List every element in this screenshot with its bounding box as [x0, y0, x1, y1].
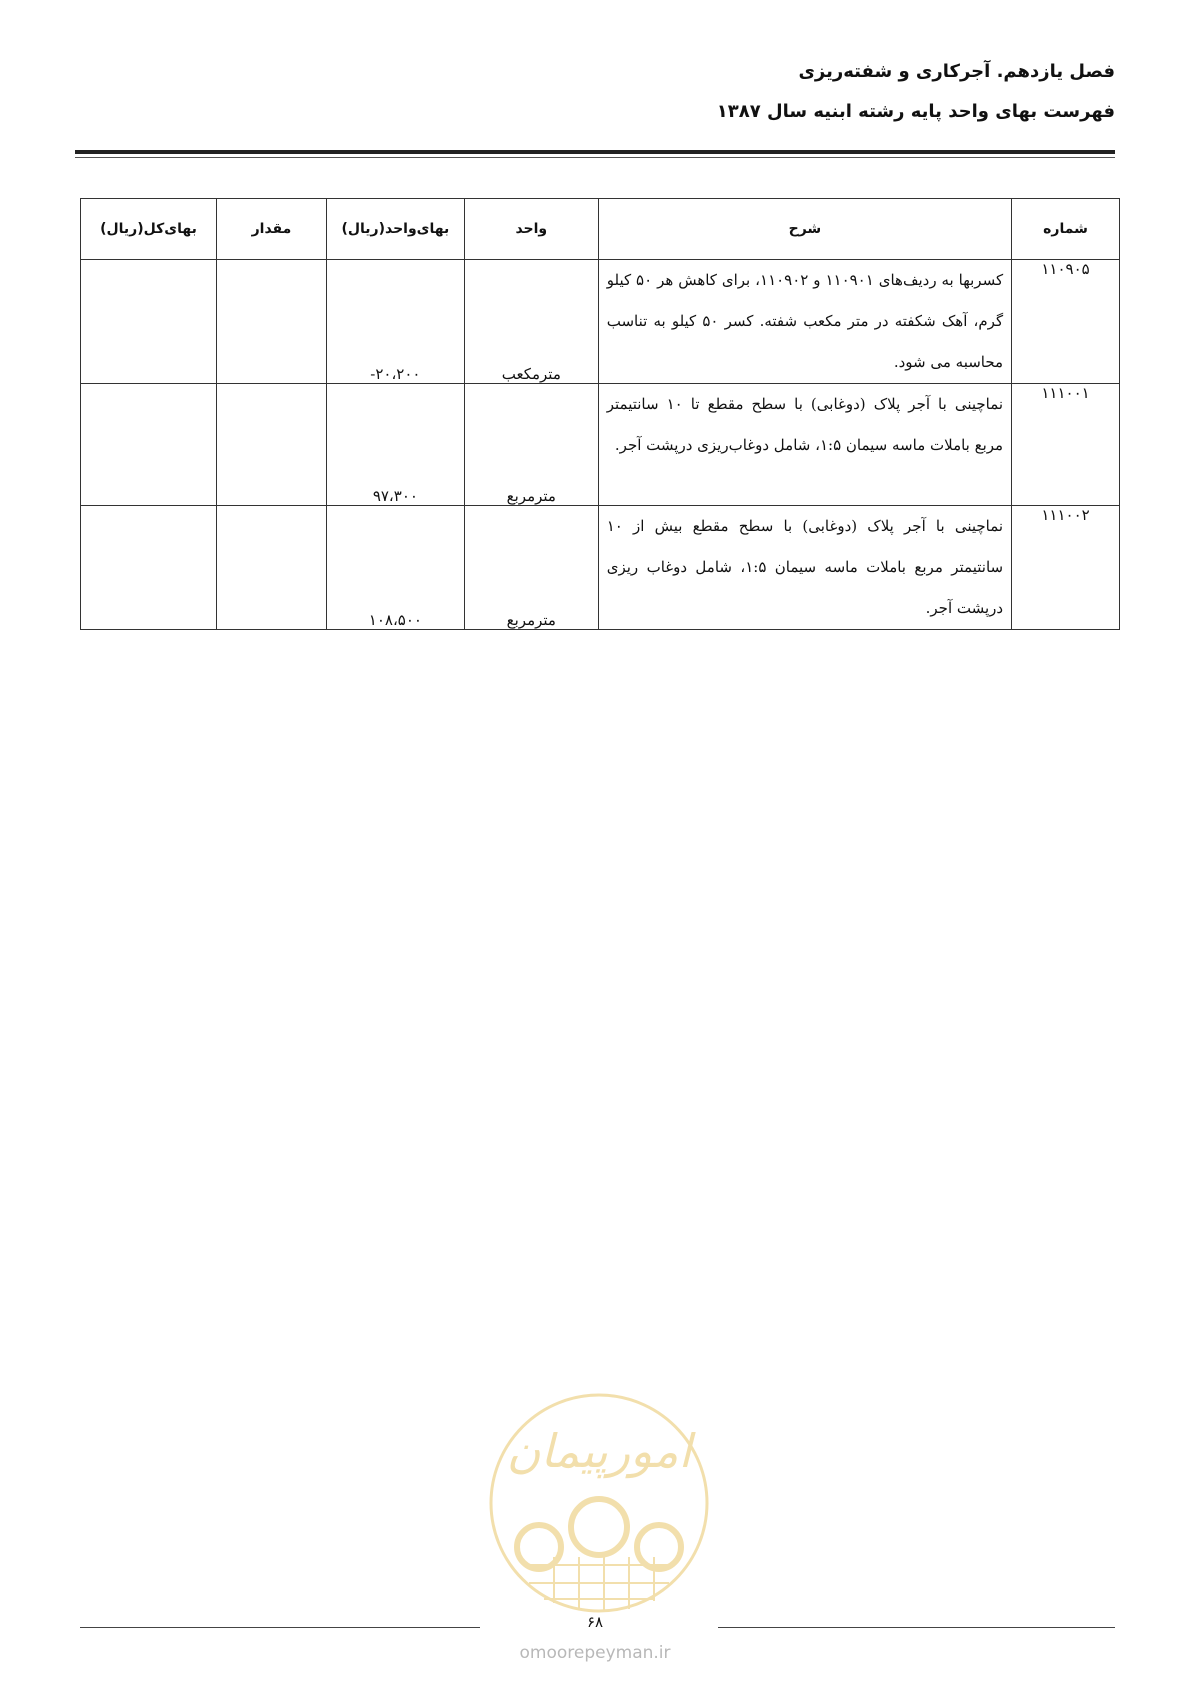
row-unit-price — [326, 506, 464, 630]
price-list-title: فهرست بهای واحد پایه رشته ابنیه سال ۱۳۸۷ — [716, 101, 1115, 122]
footer-rule-left — [80, 1627, 480, 1628]
row-quantity — [217, 506, 327, 630]
table-row — [81, 260, 1120, 384]
footer-rule-right — [718, 1627, 1115, 1628]
chapter-title: فصل یازدهم. آجرکاری و شفته‌ریزی — [798, 61, 1115, 82]
row-unit: مترمربع — [464, 506, 598, 630]
col-header-unit: واحد — [464, 199, 598, 260]
row-description: نماچینی با آجر پلاک (دوغابی) با سطح مقطع بیش از ۱۰ سانتیمتر مربع باملات ماسه سیمان ۱:۵، شامل دوغاب ریزی درپشت آجر. — [598, 506, 1011, 630]
page-number: ۶۸ — [586, 1613, 604, 1631]
row-description: نماچینی با آجر پلاک (دوغابی) با سطح مقطع تا ۱۰ سانتیمتر مربع باملات ماسه سیمان ۱:۵، شامل دوغاب‌ریزی درپشت آجر. — [598, 384, 1011, 506]
row-unit: مترمکعب — [464, 260, 598, 384]
row-quantity — [217, 384, 327, 506]
row-total-price — [81, 260, 217, 384]
row-unit-price — [326, 260, 464, 384]
row-total-price — [81, 506, 217, 630]
page-header — [75, 58, 1115, 126]
table-row — [81, 384, 1120, 506]
row-unit-price-value: ۹۷،۳۰۰ — [372, 487, 418, 505]
col-header-quantity: مقدار — [217, 199, 327, 260]
col-header-unit-price: بهای‌واحد(ریال) — [326, 199, 464, 260]
row-unit-price — [326, 384, 464, 506]
table-header-row — [81, 199, 1120, 260]
row-unit-price-value: -۲۰،۲۰۰ — [370, 365, 421, 383]
col-header-total-price: بهای‌کل(ریال) — [81, 199, 217, 260]
table-row — [81, 506, 1120, 630]
row-number: ۱۱۱۰۰۱ — [1012, 384, 1120, 506]
row-quantity — [217, 260, 327, 384]
watermark-seal-graphic — [484, 1385, 714, 1625]
row-unit: مترمربع — [464, 384, 598, 506]
col-header-description: شرح — [598, 199, 1011, 260]
row-number: ۱۱۱۰۰۲ — [1012, 506, 1120, 630]
price-table — [80, 198, 1120, 630]
header-rule-thin — [75, 157, 1115, 158]
col-header-number: شماره — [1012, 199, 1120, 260]
row-unit-price-value: ۱۰۸،۵۰۰ — [368, 611, 422, 629]
watermark-seal-icon — [484, 1385, 714, 1625]
row-number: ۱۱۰۹۰۵ — [1012, 260, 1120, 384]
site-watermark-text: omoorepeyman.ir — [519, 1643, 671, 1663]
row-description: کسربها به ردیف‌های ۱۱۰۹۰۱ و ۱۱۰۹۰۲، برای کاهش هر ۵۰ کیلو گرم، آهک شکفته در متر مکعب شفته. کسر ۵۰ کیلو به تناسب محاسبه می شود. — [598, 260, 1011, 384]
watermark-seal-lettering: امورپیمان — [506, 1424, 692, 1478]
row-total-price — [81, 384, 217, 506]
header-rule-thick — [75, 150, 1115, 154]
